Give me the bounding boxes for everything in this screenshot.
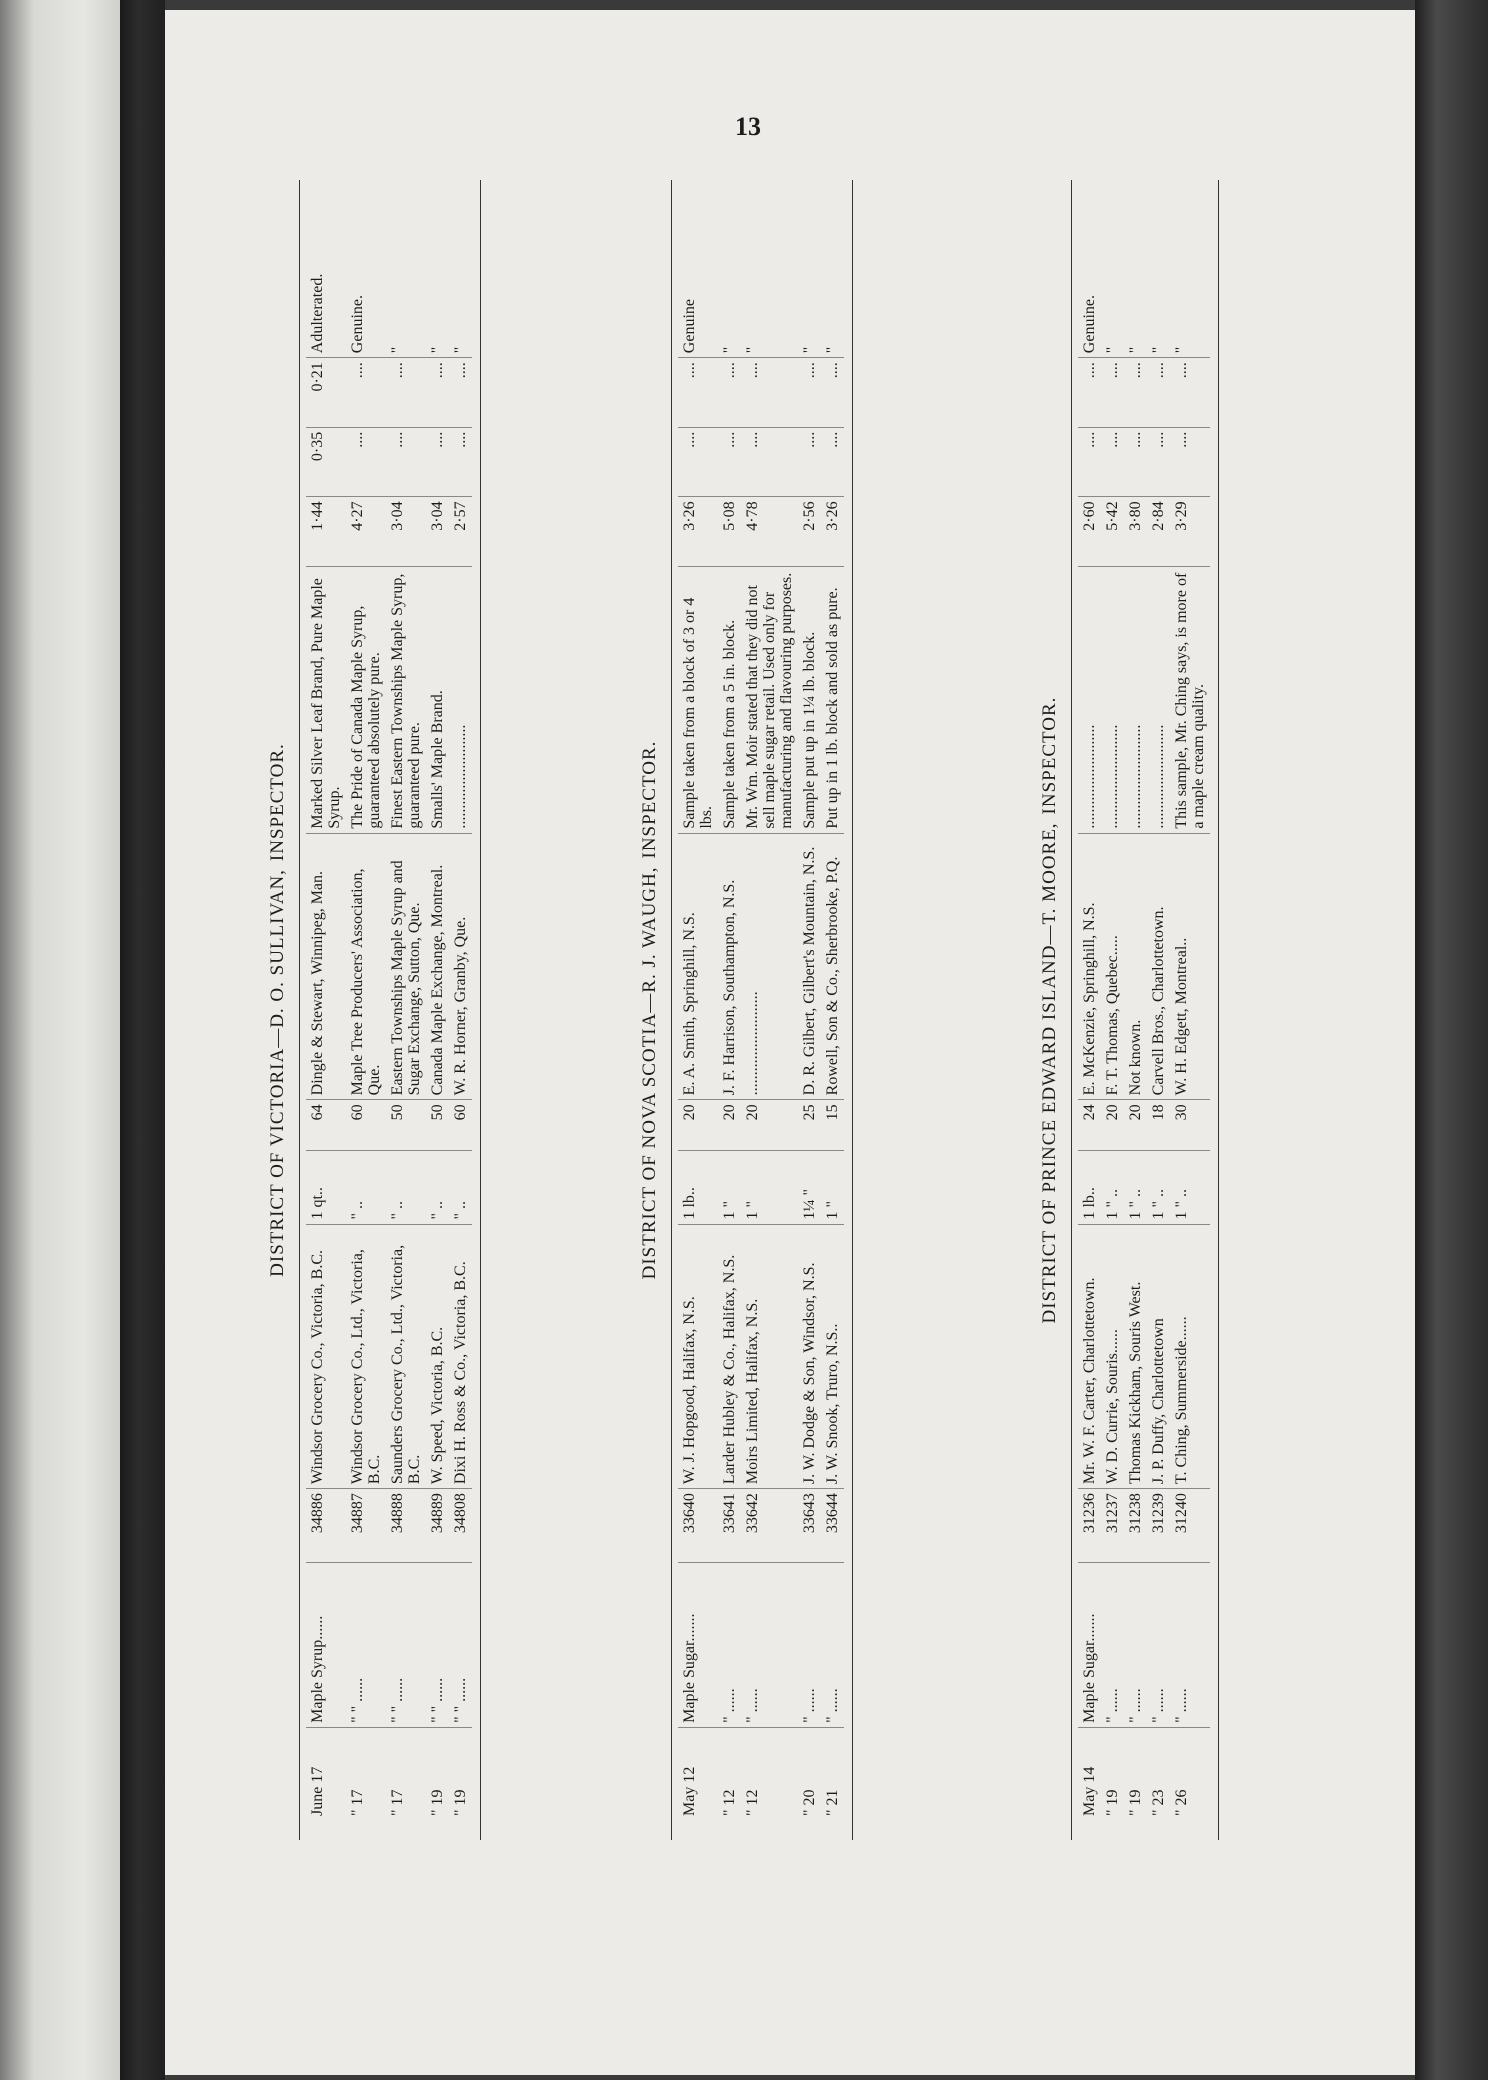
value-cell: 2·57 bbox=[449, 497, 472, 567]
manufacturer-cell: Canada Maple Exchange, Montreal. bbox=[426, 833, 449, 1100]
article-cell: " " ...... bbox=[346, 1562, 386, 1727]
manufacturer-cell: Carvell Bros., Charlottetown. bbox=[1147, 833, 1170, 1100]
manufacturer-cell: F. T. Thomas, Quebec..... bbox=[1101, 833, 1124, 1100]
sample-number-cell: 31239 bbox=[1147, 1489, 1170, 1563]
quantity-cell: 1 " bbox=[821, 1150, 844, 1224]
section-rule bbox=[852, 180, 853, 1840]
value-cell: 0·21 bbox=[306, 358, 346, 428]
result-cell: " bbox=[1147, 220, 1170, 358]
quantity-cell: 1 " .. bbox=[1147, 1150, 1170, 1224]
price-cell: 15 bbox=[821, 1100, 844, 1150]
vendor-cell: Mr. W. F. Carter, Charlottetown. bbox=[1078, 1224, 1101, 1489]
price-cell: 50 bbox=[386, 1100, 426, 1150]
remarks-cell: Sample put up in 1¼ lb. block. bbox=[798, 567, 821, 834]
date-cell: May 14 bbox=[1081, 1766, 1098, 1816]
date-cell: " 23 bbox=[1150, 1789, 1167, 1816]
manufacturer-cell: .......................... bbox=[741, 833, 798, 1100]
price-cell: 18 bbox=[1147, 1100, 1170, 1150]
value-cell: .... bbox=[678, 358, 718, 428]
value-cell: .... bbox=[821, 427, 844, 497]
date-cell: " 19 bbox=[429, 1789, 446, 1816]
sample-number-cell: 34887 bbox=[346, 1489, 386, 1563]
quantity-cell: 1¼ " bbox=[798, 1150, 821, 1224]
result-cell: " bbox=[386, 220, 426, 358]
value-cell: 5·42 bbox=[1101, 497, 1124, 567]
remarks-cell: Finest Eastern Townships Maple Syrup, guaranteed pure. bbox=[386, 567, 426, 834]
value-cell: .... bbox=[718, 427, 741, 497]
vendor-cell: Dixi H. Ross & Co., Victoria, B.C. bbox=[449, 1224, 472, 1489]
price-cell: 50 bbox=[426, 1100, 449, 1150]
quantity-cell: 1 " .. bbox=[1101, 1150, 1124, 1224]
result-cell: " bbox=[741, 220, 798, 358]
vendor-cell: Moirs Limited, Halifax, N.S. bbox=[741, 1224, 798, 1489]
value-cell: .... bbox=[741, 427, 798, 497]
value-cell: .... bbox=[798, 427, 821, 497]
article-cell: " ...... bbox=[1147, 1562, 1170, 1727]
table-row bbox=[306, 220, 346, 1820]
section-victoria bbox=[265, 180, 481, 1840]
sample-number-cell: 34808 bbox=[449, 1489, 472, 1563]
value-cell: 3·80 bbox=[1124, 497, 1147, 567]
vendor-cell: T. Ching, Summerside...... bbox=[1170, 1224, 1210, 1489]
value-cell: .... bbox=[449, 358, 472, 428]
remarks-cell: This sample, Mr. Ching says, is more of a maple cream quality. bbox=[1170, 567, 1210, 834]
remarks-cell: The Pride of Canada Maple Syrup, guaranteed absolutely pure. bbox=[346, 567, 386, 834]
vendor-cell: J. W. Dodge & Son, Windsor, N.S. bbox=[798, 1224, 821, 1489]
result-cell: " bbox=[718, 220, 741, 358]
value-cell: .... bbox=[1078, 358, 1101, 428]
value-cell: 3·29 bbox=[1170, 497, 1210, 567]
value-cell: 4·78 bbox=[741, 497, 798, 567]
value-cell: .... bbox=[346, 427, 386, 497]
manufacturer-cell: D. R. Gilbert, Gilbert's Mountain, N.S. bbox=[798, 833, 821, 1100]
manufacturer-cell: Maple Tree Producers' Association, Que. bbox=[346, 833, 386, 1100]
table-row bbox=[1170, 220, 1210, 1820]
value-cell: 4·27 bbox=[346, 497, 386, 567]
price-cell: 20 bbox=[678, 1100, 718, 1150]
article-cell: Maple Syrup...... bbox=[306, 1562, 346, 1727]
price-cell: 60 bbox=[449, 1100, 472, 1150]
article-cell: " " ...... bbox=[386, 1562, 426, 1727]
quantity-cell: " .. bbox=[426, 1150, 449, 1224]
date-cell: " 12 bbox=[744, 1789, 761, 1816]
price-cell: 25 bbox=[798, 1100, 821, 1150]
price-cell: 20 bbox=[1124, 1100, 1147, 1150]
manufacturer-cell: Eastern Townships Maple Syrup and Sugar Exchange, Sutton, Que. bbox=[386, 833, 426, 1100]
remarks-cell: Sample taken from a 5 in. block. bbox=[718, 567, 741, 834]
date-cell: " 19 bbox=[1127, 1789, 1144, 1816]
remarks-cell: Marked Silver Leaf Brand, Pure Maple Syrup. bbox=[306, 567, 346, 834]
article-cell: Maple Sugar....... bbox=[678, 1562, 718, 1727]
vendor-cell: W. J. Hopgood, Halifax, N.S. bbox=[678, 1224, 718, 1489]
manufacturer-cell: Rowell, Son & Co., Sherbrooke, P.Q. bbox=[821, 833, 844, 1100]
value-cell: 3·04 bbox=[386, 497, 426, 567]
sample-number-cell: 31238 bbox=[1124, 1489, 1147, 1563]
sample-number-cell: 33640 bbox=[678, 1489, 718, 1563]
value-cell: .... bbox=[426, 427, 449, 497]
vendor-cell: W. D. Currie, Souris...... bbox=[1101, 1224, 1124, 1489]
price-cell: 30 bbox=[1170, 1100, 1210, 1150]
value-cell: .... bbox=[346, 358, 386, 428]
remarks-cell: .......................... bbox=[449, 567, 472, 834]
article-cell: " ...... bbox=[1170, 1562, 1210, 1727]
result-cell: Adulterated. bbox=[306, 220, 346, 358]
article-cell: " ...... bbox=[718, 1562, 741, 1727]
section-rule bbox=[480, 180, 481, 1840]
quantity-cell: 1 " .. bbox=[1170, 1150, 1210, 1224]
quantity-cell: 1 lb.. bbox=[1078, 1150, 1101, 1224]
value-cell: .... bbox=[1124, 358, 1147, 428]
sample-table bbox=[678, 220, 844, 1820]
sample-number-cell: 31236 bbox=[1078, 1489, 1101, 1563]
section-title: DISTRICT OF PRINCE EDWARD ISLAND—T. MOORE,INSPECTOR. bbox=[1039, 696, 1060, 1324]
value-cell: .... bbox=[1170, 358, 1210, 428]
value-cell: .... bbox=[386, 358, 426, 428]
date-cell: " 19 bbox=[452, 1789, 469, 1816]
sample-number-cell: 33641 bbox=[718, 1489, 741, 1563]
table-row bbox=[798, 220, 821, 1820]
remarks-cell: .......................... bbox=[1101, 567, 1124, 834]
table-row bbox=[1101, 220, 1124, 1820]
manufacturer-cell: J. F. Harrison, Southampton, N.S. bbox=[718, 833, 741, 1100]
date-cell: " 26 bbox=[1173, 1789, 1190, 1816]
date-cell: " 17 bbox=[389, 1789, 406, 1816]
value-cell: .... bbox=[1101, 427, 1124, 497]
date-cell: May 12 bbox=[681, 1766, 698, 1816]
result-cell: Genuine bbox=[678, 220, 718, 358]
value-cell: 3·26 bbox=[678, 497, 718, 567]
sample-table bbox=[306, 220, 472, 1820]
price-cell: 20 bbox=[1101, 1100, 1124, 1150]
vendor-cell: Larder Hubley & Co., Halifax, N.S. bbox=[718, 1224, 741, 1489]
table-row bbox=[346, 220, 386, 1820]
left-page-edge bbox=[0, 0, 120, 2080]
vendor-cell: W. Speed, Victoria, B.C. bbox=[426, 1224, 449, 1489]
manufacturer-cell: Dingle & Stewart, Winnipeg, Man. bbox=[306, 833, 346, 1100]
table-row bbox=[718, 220, 741, 1820]
value-cell: .... bbox=[1147, 358, 1170, 428]
vendor-cell: Windsor Grocery Co., Victoria, B.C. bbox=[306, 1224, 346, 1489]
price-cell: 64 bbox=[306, 1100, 346, 1150]
date-cell: " 21 bbox=[824, 1789, 841, 1816]
value-cell: .... bbox=[1124, 427, 1147, 497]
result-cell: Genuine. bbox=[1078, 220, 1101, 358]
value-cell: .... bbox=[798, 358, 821, 428]
vendor-cell: Saunders Grocery Co., Ltd., Victoria, B.C. bbox=[386, 1224, 426, 1489]
section-title: DISTRICT OF NOVA SCOTIA—R. J. WAUGH,INSPECTOR. bbox=[639, 740, 660, 1280]
sample-number-cell: 33643 bbox=[798, 1489, 821, 1563]
price-cell: 60 bbox=[346, 1100, 386, 1150]
remarks-cell: .......................... bbox=[1078, 567, 1101, 834]
table-row bbox=[426, 220, 449, 1820]
value-cell: .... bbox=[1101, 358, 1124, 428]
quantity-cell: " .. bbox=[449, 1150, 472, 1224]
value-cell: .... bbox=[1078, 427, 1101, 497]
value-cell: .... bbox=[1170, 427, 1210, 497]
date-cell: " 19 bbox=[1104, 1789, 1121, 1816]
result-cell: " bbox=[821, 220, 844, 358]
value-cell: 3·04 bbox=[426, 497, 449, 567]
quantity-cell: 1 " bbox=[741, 1150, 798, 1224]
result-cell: Genuine. bbox=[346, 220, 386, 358]
article-cell: " " ...... bbox=[449, 1562, 472, 1727]
result-cell: " bbox=[449, 220, 472, 358]
table-row bbox=[1147, 220, 1170, 1820]
manufacturer-cell: Not known. bbox=[1124, 833, 1147, 1100]
result-cell: " bbox=[1101, 220, 1124, 358]
value-cell: .... bbox=[741, 358, 798, 428]
vendor-cell: J. P. Duffy, Charlottetown bbox=[1147, 1224, 1170, 1489]
section-title: DISTRICT OF VICTORIA—D. O. SULLIVAN,INSPECTOR. bbox=[267, 743, 288, 1277]
result-cell: " bbox=[798, 220, 821, 358]
value-cell: .... bbox=[678, 427, 718, 497]
section-prince-edward-island bbox=[1037, 180, 1219, 1840]
date-cell: " 17 bbox=[349, 1789, 366, 1816]
value-cell: 2·60 bbox=[1078, 497, 1101, 567]
table-row bbox=[741, 220, 798, 1820]
date-cell: " 12 bbox=[721, 1789, 738, 1816]
result-cell: " bbox=[1170, 220, 1210, 358]
manufacturer-cell: E. A. Smith, Springhill, N.S. bbox=[678, 833, 718, 1100]
vendor-cell: J. W. Snook, Truro, N.S.. bbox=[821, 1224, 844, 1489]
quantity-cell: 1 qt.. bbox=[306, 1150, 346, 1224]
article-cell: " ...... bbox=[821, 1562, 844, 1727]
table-row bbox=[1078, 220, 1101, 1820]
rotated-tables bbox=[265, 180, 1275, 1840]
quantity-cell: 1 lb.. bbox=[678, 1150, 718, 1224]
value-cell: .... bbox=[1147, 427, 1170, 497]
quantity-cell: 1 " bbox=[718, 1150, 741, 1224]
table-row bbox=[821, 220, 844, 1820]
sample-number-cell: 34886 bbox=[306, 1489, 346, 1563]
remarks-cell: Mr. Wm. Moir stated that they did not sell maple sugar retail. Used only for manufacturing and flavouring purposes. bbox=[741, 567, 798, 834]
table-row bbox=[449, 220, 472, 1820]
value-cell: .... bbox=[426, 358, 449, 428]
value-cell: 0·35 bbox=[306, 427, 346, 497]
value-cell: .... bbox=[386, 427, 426, 497]
table-row bbox=[678, 220, 718, 1820]
page-number: 13 bbox=[735, 112, 761, 141]
remarks-cell: .......................... bbox=[1124, 567, 1147, 834]
book-gutter bbox=[120, 0, 165, 2080]
article-cell: " ...... bbox=[798, 1562, 821, 1727]
section-nova-scotia bbox=[637, 180, 853, 1840]
quantity-cell: " .. bbox=[386, 1150, 426, 1224]
value-cell: 3·26 bbox=[821, 497, 844, 567]
sample-number-cell: 31240 bbox=[1170, 1489, 1210, 1563]
value-cell: .... bbox=[821, 358, 844, 428]
value-cell: 5·08 bbox=[718, 497, 741, 567]
article-cell: Maple Sugar....... bbox=[1078, 1562, 1101, 1727]
remarks-cell: .......................... bbox=[1147, 567, 1170, 834]
remarks-cell: Put up in 1 lb. block and sold as pure. bbox=[821, 567, 844, 834]
table-row bbox=[386, 220, 426, 1820]
sample-number-cell: 31237 bbox=[1101, 1489, 1124, 1563]
value-cell: 2·56 bbox=[798, 497, 821, 567]
table-row bbox=[1124, 220, 1147, 1820]
quantity-cell: " .. bbox=[346, 1150, 386, 1224]
sample-table bbox=[1078, 220, 1210, 1820]
value-cell: 2·84 bbox=[1147, 497, 1170, 567]
price-cell: 24 bbox=[1078, 1100, 1101, 1150]
article-cell: " ...... bbox=[741, 1562, 798, 1727]
price-cell: 20 bbox=[741, 1100, 798, 1150]
sample-number-cell: 34889 bbox=[426, 1489, 449, 1563]
sample-number-cell: 33642 bbox=[741, 1489, 798, 1563]
remarks-cell: Sample taken from a block of 3 or 4 lbs. bbox=[678, 567, 718, 834]
result-cell: " bbox=[1124, 220, 1147, 358]
sample-number-cell: 34888 bbox=[386, 1489, 426, 1563]
result-cell: " bbox=[426, 220, 449, 358]
book-right-edge bbox=[1415, 0, 1488, 2080]
value-cell: .... bbox=[449, 427, 472, 497]
value-cell: 1·44 bbox=[306, 497, 346, 567]
manufacturer-cell: E. McKenzie, Springhill, N.S. bbox=[1078, 833, 1101, 1100]
date-cell: " 20 bbox=[801, 1789, 818, 1816]
vendor-cell: Windsor Grocery Co., Ltd., Victoria, B.C. bbox=[346, 1224, 386, 1489]
value-cell: .... bbox=[718, 358, 741, 428]
manufacturer-cell: W. R. Horner, Granby, Que. bbox=[449, 833, 472, 1100]
remarks-cell: Smalls' Maple Brand. bbox=[426, 567, 449, 834]
article-cell: " ...... bbox=[1124, 1562, 1147, 1727]
date-cell: June 17 bbox=[309, 1766, 326, 1816]
manufacturer-cell: W. H. Edgett, Montreal.. bbox=[1170, 833, 1210, 1100]
section-rule bbox=[1218, 180, 1219, 1840]
sample-number-cell: 33644 bbox=[821, 1489, 844, 1563]
article-cell: " ...... bbox=[1101, 1562, 1124, 1727]
vendor-cell: Thomas Kickham, Souris West. bbox=[1124, 1224, 1147, 1489]
quantity-cell: 1 " .. bbox=[1124, 1150, 1147, 1224]
article-cell: " " ...... bbox=[426, 1562, 449, 1727]
price-cell: 20 bbox=[718, 1100, 741, 1150]
